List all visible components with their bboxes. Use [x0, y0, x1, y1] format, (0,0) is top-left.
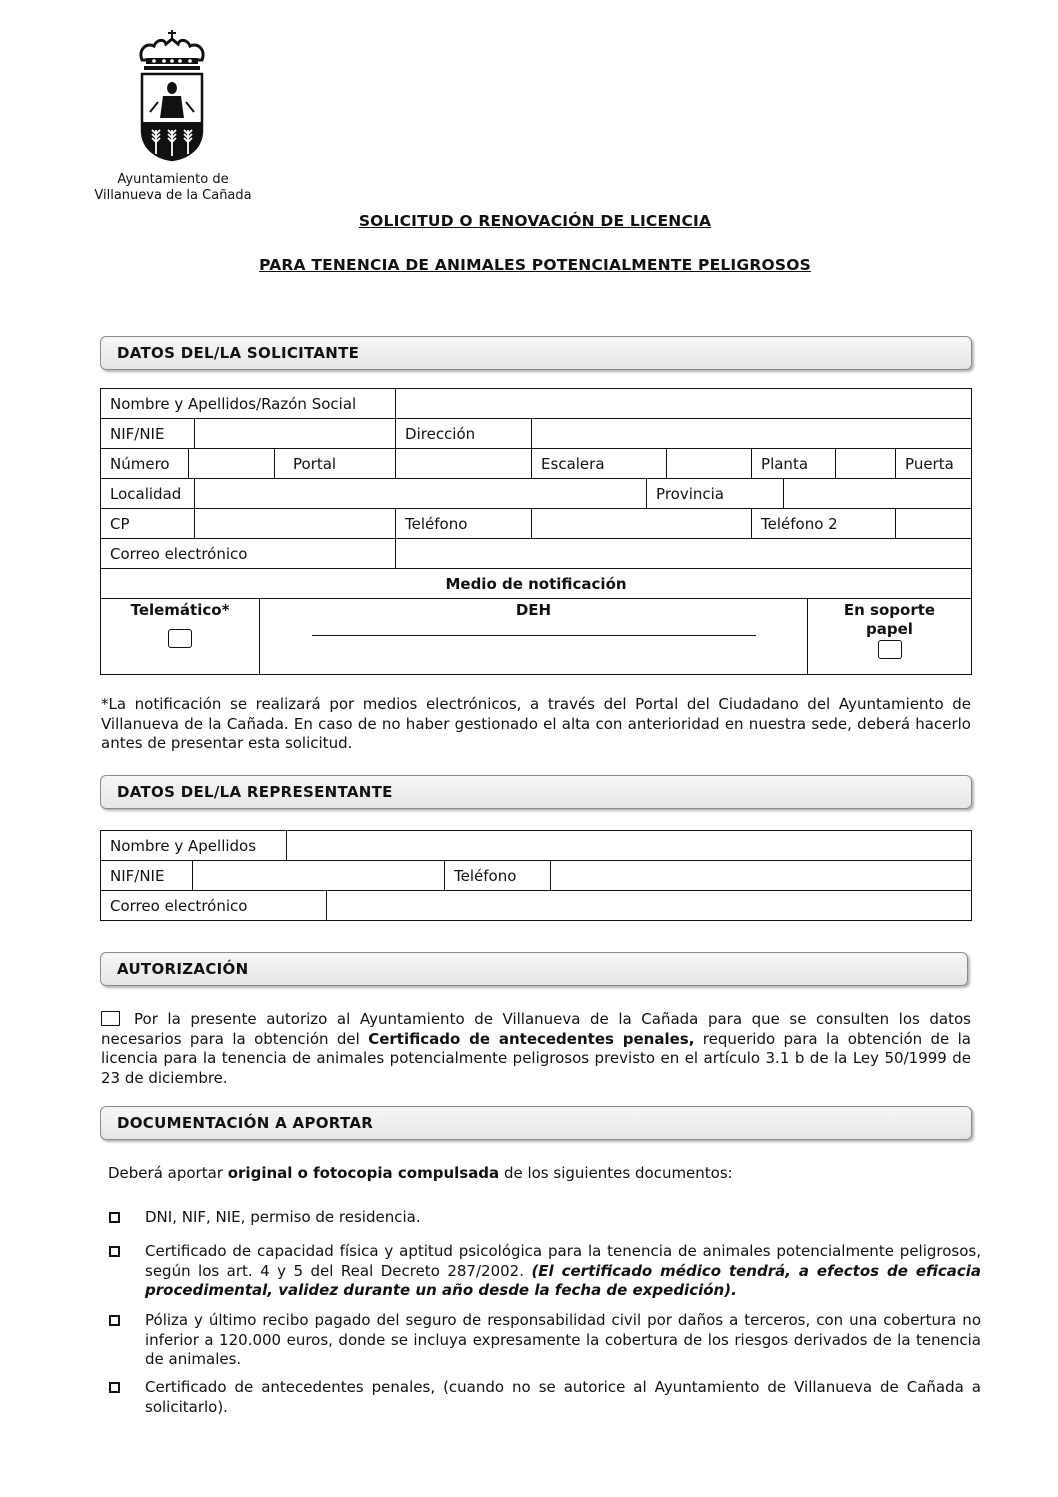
solicitante-table — [100, 388, 972, 599]
autorizacion-text-2: requerido para la obtención de la licencia para la tenencia de animales potencialmente peligrosos previsto en el artículo 3.1 b de la Ley 50/1999 de 23 de diciembre. — [101, 1029, 971, 1087]
doc-item-1 — [109, 1208, 981, 1228]
documentacion-intro-2: de los siguientes documentos: — [499, 1164, 733, 1182]
provincia-label: Provincia — [647, 479, 784, 509]
rep-telefono-label: Teléfono — [445, 861, 551, 891]
telematico-label: Telemático* — [130, 601, 230, 619]
doc-item-4-checkbox[interactable] — [109, 1382, 120, 1393]
section-documentacion: DOCUMENTACIÓN A APORTAR — [100, 1106, 972, 1140]
notification-note: *La notificación se realizará por medios electrónicos, a través del Portal del Ciudadano del Ayuntamiento de Villanueva de la Cañada. En caso de no haber gestionado el alta con anterioridad en nuestra sede, deberá hacerlo antes de presentar esta solicitud. — [101, 695, 971, 752]
notificacion-options — [100, 598, 972, 675]
telematico-checkbox[interactable] — [168, 629, 192, 648]
doc-item-3-text: Póliza y último recibo pagado del seguro de responsabilidad civil por daños a terceros, con una cobertura no inferior a 120.000 euros, donde se incluya expresamente la cobertura de los riesgos derivados de la tenencia de animales. — [145, 1311, 981, 1368]
portal-label: Portal — [275, 449, 396, 479]
rep-nif-field[interactable] — [193, 861, 445, 891]
escalera-label: Escalera — [532, 449, 667, 479]
direccion-label: Dirección — [396, 419, 532, 449]
municipality-name-line2: Villanueva de la Cañada — [94, 188, 252, 203]
telefono2-label: Teléfono 2 — [752, 509, 896, 539]
representante-table — [100, 830, 972, 921]
nombre-field[interactable] — [396, 389, 972, 419]
correo-label: Correo electrónico — [101, 539, 396, 569]
rep-nif-label: NIF/NIE — [101, 861, 193, 891]
section-autorizacion: AUTORIZACIÓN — [100, 952, 968, 986]
doc-item-2-italic: (El certificado médico tendrá, a efectos de eficacia procedimental, validez durante un año desde la fecha de expedición). — [145, 1261, 981, 1299]
telematico-option — [101, 599, 260, 675]
planta-label: Planta — [752, 449, 836, 479]
papel-label-1: En soporte — [843, 601, 936, 619]
municipality-name-line1: Ayuntamiento de — [117, 172, 229, 187]
medio-notificacion-label: Medio de notificación — [101, 569, 972, 599]
rep-correo-label: Correo electrónico — [101, 891, 327, 921]
autorizacion-text-1: Por la presente autorizo al Ayuntamiento de Villanueva de la Cañada para que se consulten los datos necesarios para la obtención del — [101, 1010, 971, 1048]
documentacion-intro-bold: original o fotocopia compulsada — [227, 1164, 500, 1182]
doc-item-1-checkbox[interactable] — [109, 1212, 120, 1223]
document-subtitle: PARA TENENCIA DE ANIMALES POTENCIALMENTE PELIGROSOS — [259, 256, 811, 274]
rep-telefono-field[interactable] — [551, 861, 972, 891]
autorizacion-text-bold: Certificado de antecedentes penales, — [368, 1029, 695, 1048]
rep-nombre-label: Nombre y Apellidos — [101, 831, 287, 861]
papel-checkbox[interactable] — [878, 640, 902, 659]
numero-field[interactable] — [189, 449, 275, 479]
autorizacion-checkbox[interactable] — [101, 1011, 120, 1026]
cp-field[interactable] — [195, 509, 396, 539]
documentacion-intro — [108, 1164, 733, 1182]
rep-nombre-field[interactable] — [287, 831, 972, 861]
localidad-field[interactable] — [195, 479, 647, 509]
documentacion-intro-1: Deberá aportar — [108, 1164, 228, 1182]
section-representante: DATOS DEL/LA REPRESENTANTE — [100, 775, 972, 809]
doc-item-4 — [109, 1378, 981, 1417]
nif-field[interactable] — [195, 419, 396, 449]
doc-item-2 — [109, 1242, 981, 1301]
doc-item-4-text: Certificado de antecedentes penales, (cuando no se autorice al Ayuntamiento de Villanueva de Cañada a solicitarlo). — [145, 1378, 981, 1416]
coat-of-arms-logo — [136, 30, 208, 170]
provincia-field[interactable] — [784, 479, 972, 509]
doc-item-2-main: Certificado de capacidad física y aptitud psicológica para la tenencia de animales potencialmente peligrosos, según los art. 4 y 5 del Real Decreto 287/2002. — [145, 1242, 981, 1280]
telefono-label: Teléfono — [396, 509, 532, 539]
autorizacion-paragraph — [101, 1010, 971, 1088]
correo-field[interactable] — [396, 539, 972, 569]
direccion-field[interactable] — [532, 419, 972, 449]
section-solicitante: DATOS DEL/LA SOLICITANTE — [100, 336, 972, 370]
doc-item-3 — [109, 1311, 981, 1370]
deh-option — [260, 599, 808, 675]
document-title: SOLICITUD O RENOVACIÓN DE LICENCIA — [358, 212, 712, 230]
doc-item-2-text — [145, 1242, 981, 1301]
deh-label: DEH — [515, 601, 552, 619]
telefono-field[interactable] — [532, 509, 752, 539]
papel-option — [808, 599, 972, 675]
puerta-label: Puerta — [896, 449, 972, 479]
cp-label: CP — [101, 509, 195, 539]
telefono2-field[interactable] — [896, 509, 972, 539]
doc-item-1-text: DNI, NIF, NIE, permiso de residencia. — [145, 1208, 421, 1226]
portal-field[interactable] — [396, 449, 532, 479]
localidad-label: Localidad — [101, 479, 195, 509]
doc-item-3-checkbox[interactable] — [109, 1315, 120, 1326]
papel-label-2: papel — [866, 620, 913, 638]
numero-label: Número — [101, 449, 189, 479]
escalera-field[interactable] — [667, 449, 752, 479]
rep-correo-field[interactable] — [327, 891, 972, 921]
nif-label: NIF/NIE — [101, 419, 195, 449]
deh-input-line[interactable] — [312, 635, 756, 636]
doc-item-2-checkbox[interactable] — [109, 1246, 120, 1257]
planta-field[interactable] — [836, 449, 896, 479]
nombre-label: Nombre y Apellidos/Razón Social — [101, 389, 396, 419]
